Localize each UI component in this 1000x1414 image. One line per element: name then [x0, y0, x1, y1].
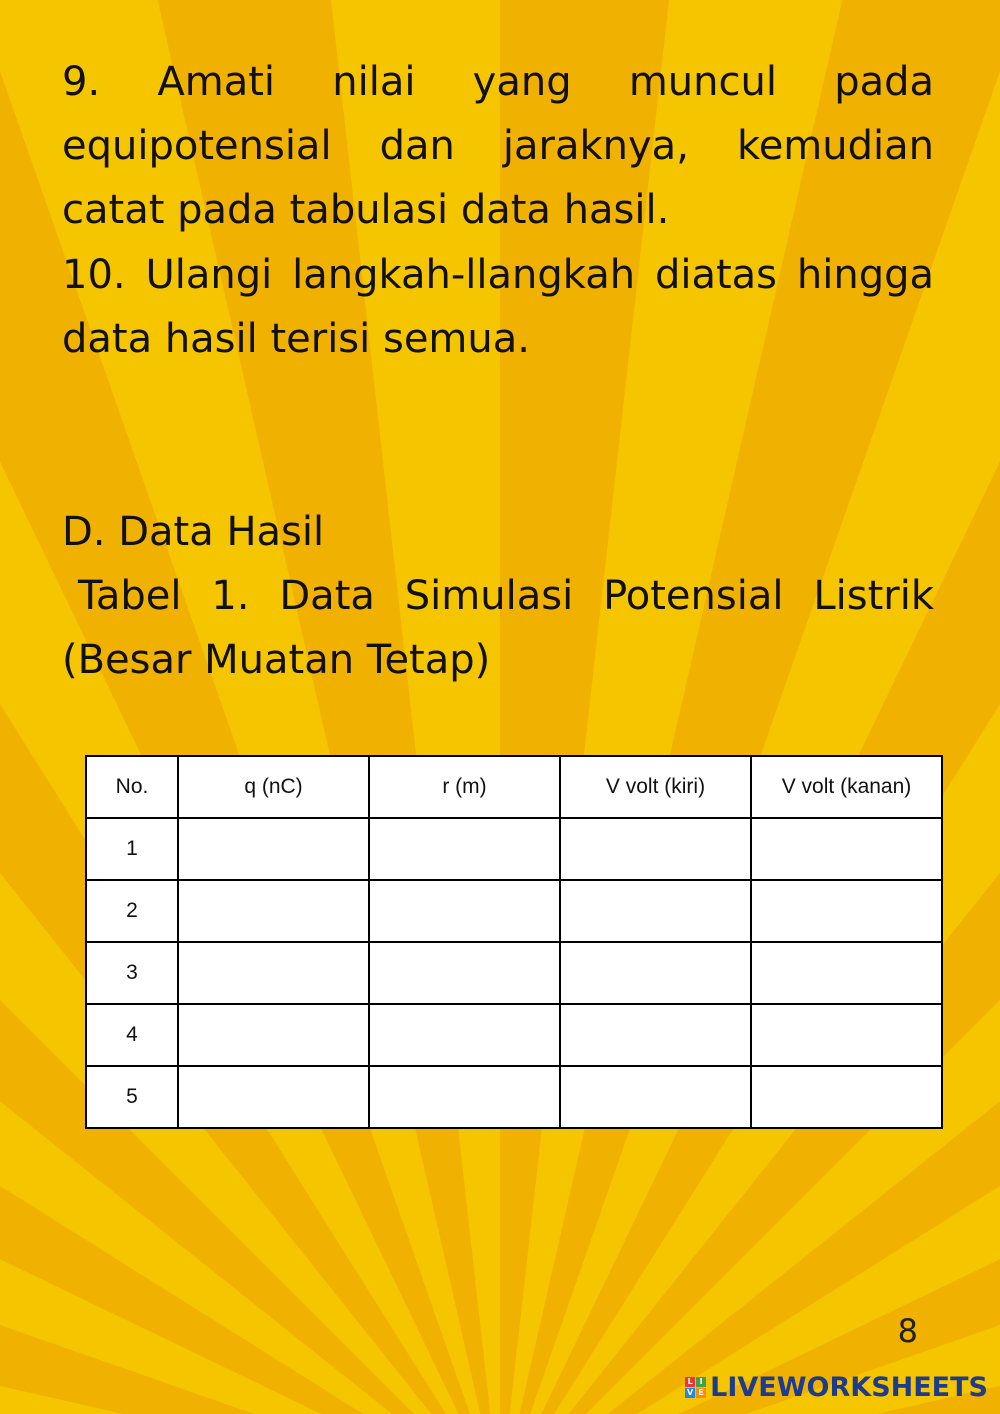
cell-voltage-right[interactable]: [751, 942, 942, 1004]
row-number: 3: [86, 942, 178, 1004]
table-caption: Tabel 1. Data Simulasi Potensial Listrik (Besar Muatan Tetap): [62, 573, 934, 683]
header-charge: q (nC): [178, 756, 369, 818]
brand-name: LIVEWORKSHEETS: [710, 1372, 988, 1403]
header-distance: r (m): [369, 756, 560, 818]
table-row: [86, 880, 942, 942]
cell-distance[interactable]: [369, 942, 560, 1004]
logo-letter: V: [687, 1388, 694, 1397]
header-voltage-right: V volt (kanan): [751, 756, 942, 818]
row-number: 2: [86, 880, 178, 942]
cell-distance[interactable]: [369, 818, 560, 880]
instruction-step-10: 10. Ulangi langkah-llangkah diatas hingga data hasil terisi semua.: [62, 252, 934, 362]
cell-distance[interactable]: [369, 880, 560, 942]
cell-voltage-right[interactable]: [751, 1066, 942, 1128]
logo-letter: I: [696, 1377, 706, 1387]
cell-voltage-right[interactable]: [751, 1004, 942, 1066]
instruction-step-9: 9. Amati nilai yang muncul pada equipotensial dan jaraknya, kemudian catat pada tabulasi data hasil.: [62, 59, 934, 233]
row-number: 4: [86, 1004, 178, 1066]
cell-voltage-left[interactable]: [560, 818, 751, 880]
header-voltage-left: V volt (kiri): [560, 756, 751, 818]
row-number: 5: [86, 1066, 178, 1128]
cell-voltage-right[interactable]: [751, 880, 942, 942]
cell-voltage-left[interactable]: [560, 880, 751, 942]
header-no: No.: [86, 756, 178, 818]
cell-distance[interactable]: [369, 1066, 560, 1128]
cell-voltage-right[interactable]: [751, 818, 942, 880]
table-header-row: [86, 756, 942, 818]
liveworksheets-logo-icon: [685, 1377, 706, 1398]
table-row: [86, 1004, 942, 1066]
cell-voltage-left[interactable]: [560, 942, 751, 1004]
cell-voltage-left[interactable]: [560, 1066, 751, 1128]
data-table: [85, 755, 943, 1129]
table-row: [86, 818, 942, 880]
cell-charge[interactable]: [178, 942, 369, 1004]
section-heading: D. Data Hasil: [62, 509, 325, 555]
table-row: [86, 942, 942, 1004]
cell-charge[interactable]: [178, 1066, 369, 1128]
logo-letter: L: [685, 1377, 695, 1387]
cell-charge[interactable]: [178, 880, 369, 942]
cell-charge[interactable]: [178, 1004, 369, 1066]
page-number: 8: [897, 1312, 918, 1350]
cell-voltage-left[interactable]: [560, 1004, 751, 1066]
logo-letter: E: [696, 1388, 706, 1398]
liveworksheets-brand[interactable]: [685, 1372, 988, 1403]
cell-distance[interactable]: [369, 1004, 560, 1066]
cell-charge[interactable]: [178, 818, 369, 880]
row-number: 1: [86, 818, 178, 880]
table-row: [86, 1066, 942, 1128]
